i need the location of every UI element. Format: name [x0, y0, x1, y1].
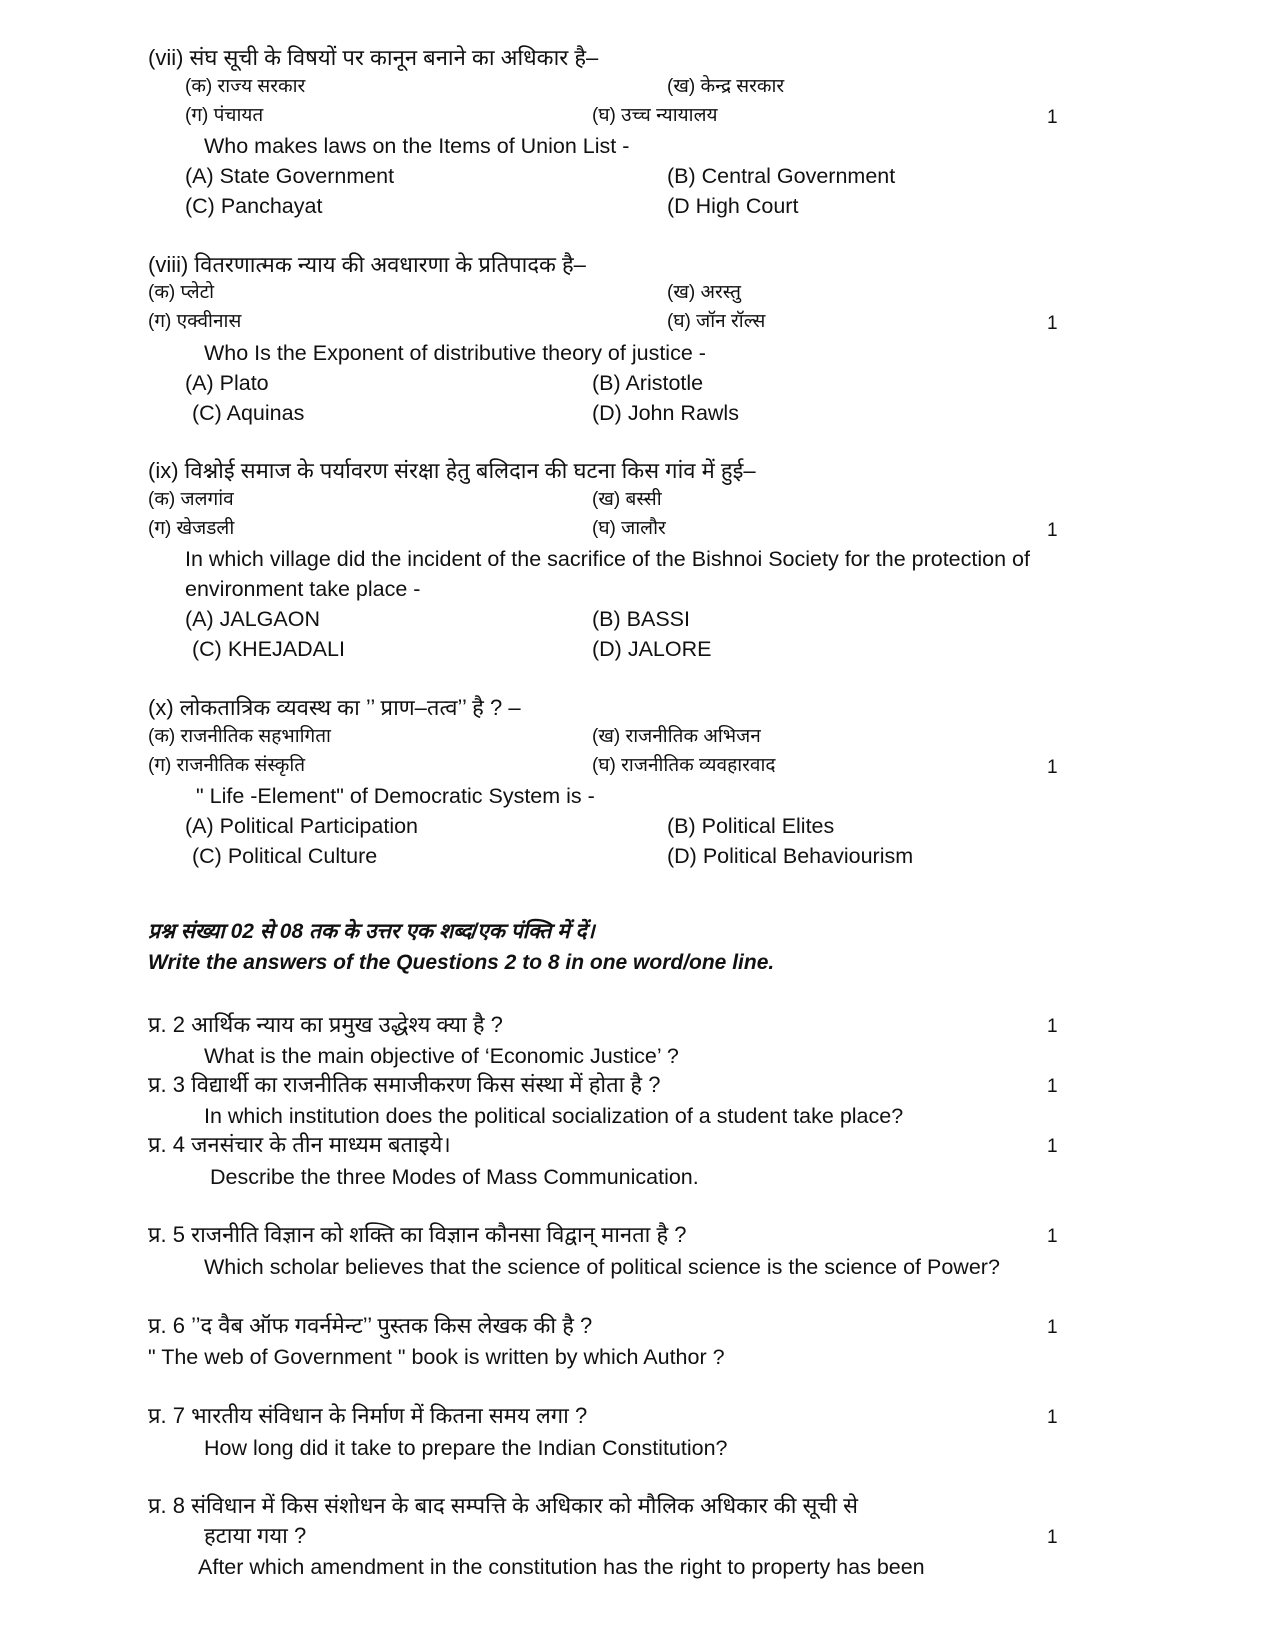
q4-mark: 1 — [1047, 1136, 1058, 1157]
q5-english: Which scholar believes that the science of political science is the science of Power? — [204, 1255, 1000, 1279]
q-viii-opt-gha: (घ) जॉन रॉल्स — [667, 311, 766, 332]
q-vii-opt-ga: (ग) पंचायत — [185, 105, 264, 126]
q-ix-opt-ga: (ग) खेजडली — [148, 518, 235, 539]
q8-hindi: प्र. 8 संविधान में किस संशोधन के बाद सम्पत्ति के अधिकार को मौलिक अधिकार की सूची से — [148, 1493, 859, 1518]
q-viii-opt-a: (A) Plato — [185, 371, 269, 395]
q-ix-opt-b: (B) BASSI — [592, 607, 690, 631]
q-vii-opt-kha: (ख) केन्द्र सरकार — [667, 76, 785, 97]
q-vii-english: Who makes laws on the Items of Union List - — [204, 134, 630, 158]
q-ix-english: In which village did the incident of the sacrifice of the Bishnoi Society for the protection of — [185, 547, 1030, 571]
q-viii-opt-ga: (ग) एक्वीनास — [148, 311, 242, 332]
q-x-opt-d: (D) Political Behaviourism — [667, 844, 914, 868]
q-viii-opt-ka: (क) प्लेटो — [148, 282, 215, 303]
q2-english: What is the main objective of ‘Economic Justice’ ? — [204, 1044, 679, 1068]
q6-english: " The web of Government " book is written by which Author ? — [148, 1345, 725, 1369]
q-viii-hindi: (viii) वितरणात्मक न्याय की अवधारणा के प्रतिपादक है– — [148, 252, 586, 277]
q-x-opt-c: (C) Political Culture — [192, 844, 378, 868]
q-ix-opt-d: (D) JALORE — [592, 637, 712, 661]
q7-mark: 1 — [1047, 1407, 1058, 1428]
q2-mark: 1 — [1047, 1016, 1058, 1037]
q8-hindi-cont: हटाया गया ? — [204, 1523, 307, 1548]
q-viii-mark: 1 — [1047, 313, 1058, 334]
q3-english: In which institution does the political socialization of a student take place? — [204, 1104, 904, 1128]
q5-hindi: प्र. 5 राजनीति विज्ञान को शक्ति का विज्ञान कौनसा विद्वान् मानता है ? — [148, 1222, 687, 1247]
q-x-hindi: (x) लोकतात्रिक व्यवस्थ का ’’ प्राण–तत्व’’ है ? – — [148, 695, 521, 720]
q-x-opt-kha: (ख) राजनीतिक अभिजन — [592, 726, 761, 747]
q4-hindi: प्र. 4 जनसंचार के तीन माध्यम बताइये। — [148, 1132, 451, 1157]
q-vii-opt-c: (C) Panchayat — [185, 194, 323, 218]
q-ix-mark: 1 — [1047, 520, 1058, 541]
q-viii-opt-d: (D) John Rawls — [592, 401, 739, 425]
q-ix-opt-ka: (क) जलगांव — [148, 489, 234, 510]
q-ix-opt-kha: (ख) बस्सी — [592, 489, 662, 510]
instruction-english: Write the answers of the Questions 2 to 8 in one word/one line. — [148, 951, 775, 974]
q3-hindi: प्र. 3 विद्यार्थी का राजनीतिक समाजीकरण किस संस्था में होता है ? — [148, 1072, 661, 1097]
q4-english: Describe the three Modes of Mass Communication. — [210, 1165, 699, 1189]
q-vii-opt-ka: (क) राज्य सरकार — [185, 76, 306, 97]
q-x-mark: 1 — [1047, 757, 1058, 778]
q6-hindi: प्र. 6 ’’द वैब ऑफ गवर्नमेन्ट’’ पुस्तक किस लेखक की है ? — [148, 1313, 593, 1338]
q-x-opt-gha: (घ) राजनीतिक व्यवहारवाद — [592, 755, 776, 776]
q-viii-opt-kha: (ख) अरस्तु — [667, 282, 741, 303]
q2-hindi: प्र. 2 आर्थिक न्याय का प्रमुख उद्धेश्य क्या है ? — [148, 1012, 503, 1037]
q-viii-english: Who Is the Exponent of distributive theory of justice - — [204, 341, 706, 365]
q-ix-hindi: (ix) विश्नोई समाज के पर्यावरण संरक्षा हेतु बलिदान की घटना किस गांव में हुई– — [148, 458, 756, 483]
q-vii-hindi: (vii) संघ सूची के विषयों पर कानून बनाने का अधिकार है– — [148, 45, 599, 70]
q3-mark: 1 — [1047, 1076, 1058, 1097]
q-ix-english-cont: environment take place - — [185, 577, 421, 601]
q-vii-opt-b: (B) Central Government — [667, 164, 896, 188]
q-vii-opt-gha: (घ) उच्च न्यायालय — [592, 105, 718, 126]
q8-mark: 1 — [1047, 1527, 1058, 1548]
q-ix-opt-c: (C) KHEJADALI — [192, 637, 345, 661]
q7-english: How long did it take to prepare the Indian Constitution? — [204, 1436, 728, 1460]
q8-english: After which amendment in the constitution has the right to property has been — [198, 1555, 925, 1579]
q-vii-mark: 1 — [1047, 107, 1058, 128]
q-ix-opt-a: (A) JALGAON — [185, 607, 320, 631]
q6-mark: 1 — [1047, 1317, 1058, 1338]
q-viii-opt-b: (B) Aristotle — [592, 371, 704, 395]
q-viii-opt-c: (C) Aquinas — [192, 401, 305, 425]
q5-mark: 1 — [1047, 1226, 1058, 1247]
q-ix-opt-gha: (घ) जालौर — [592, 518, 666, 539]
q-vii-opt-a: (A) State Government — [185, 164, 395, 188]
q-x-opt-ka: (क) राजनीतिक सहभागिता — [148, 726, 331, 747]
q-vii-opt-d: (D High Court — [667, 194, 799, 218]
q-x-opt-b: (B) Political Elites — [667, 814, 835, 838]
q-x-opt-ga: (ग) राजनीतिक संस्कृति — [148, 755, 306, 776]
instruction-hindi: प्रश्न संख्या 02 से 08 तक के उत्तर एक शब्द/एक पंक्ति में दें। — [148, 920, 595, 943]
q7-hindi: प्र. 7 भारतीय संविधान के निर्माण में कितना समय लगा ? — [148, 1403, 588, 1428]
q-x-english: " Life -Element" of Democratic System is - — [196, 784, 595, 808]
q-x-opt-a: (A) Political Participation — [185, 814, 419, 838]
